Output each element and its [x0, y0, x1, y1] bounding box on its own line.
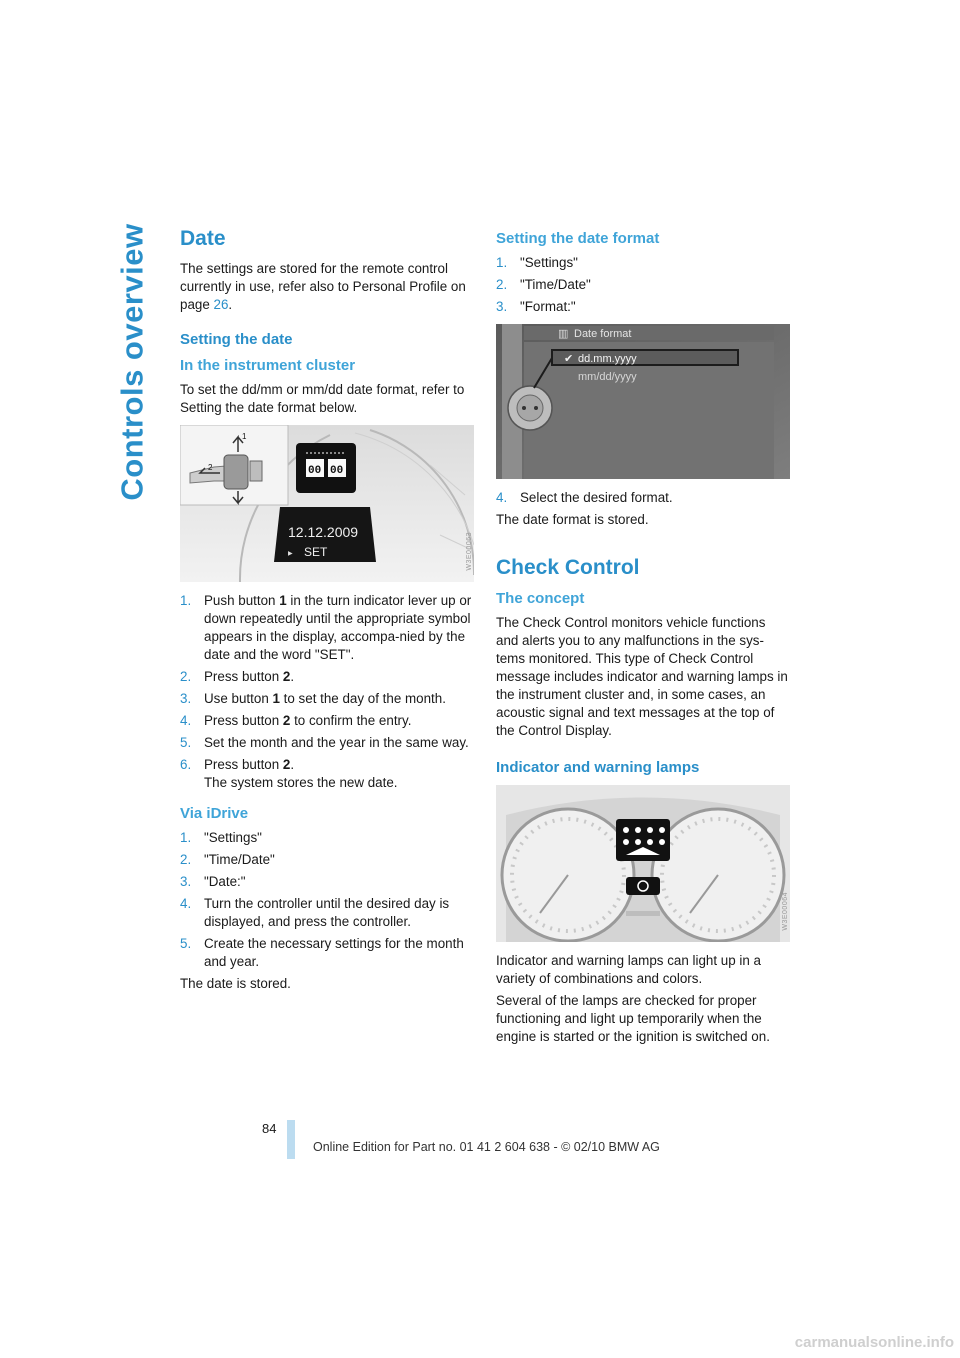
cluster-step-6: [180, 756, 475, 792]
check-control-heading: Check Control: [496, 556, 640, 579]
step-number: 3.: [180, 691, 192, 707]
format-steps: [496, 254, 791, 316]
step-text: "Time/Date": [520, 277, 591, 292]
digit-box-2: 00: [330, 465, 344, 478]
step-text-part: Press button: [204, 669, 283, 685]
page-number: 84: [262, 1121, 277, 1136]
step-button-ref: 2: [282, 713, 291, 729]
button-1-label: 1: [242, 432, 247, 442]
right-column: [496, 226, 791, 1050]
instrument-cluster-heading: In the instrument cluster: [180, 357, 356, 375]
step-text: [204, 712, 475, 730]
format-stored-note: The date format is stored.: [496, 512, 649, 527]
step-text-part: to set the day of the month.: [279, 691, 446, 707]
step-number: 4.: [180, 896, 192, 912]
format-step-3: [496, 298, 791, 316]
idrive-heading: Via iDrive: [180, 805, 249, 823]
step-number: 1.: [496, 255, 508, 270]
indicator-lamps-heading: Indicator and warning lamps: [496, 759, 700, 777]
step-text: Set the month and the year in the same way.: [204, 735, 469, 751]
idrive-step-1: [180, 829, 475, 847]
button-2-label: 2: [208, 463, 213, 473]
step-number: 1.: [180, 593, 192, 609]
concept-para: The Check Control monitors vehicle functions and alerts you to any malfunctions in the sys-tems monitored. This type of Check Control message includes indicator and warning lamps in the instrument cluster and, in some cases, an acoustic signal and text messages at the top of the Control Display.: [496, 615, 788, 739]
format-step-4: [496, 489, 791, 507]
step-text: "Settings": [204, 830, 262, 846]
figure1-code: W3E00063: [466, 531, 473, 571]
left-column: [180, 226, 475, 997]
setting-date-heading: Setting the date: [180, 331, 293, 349]
idrive-steps: [180, 829, 475, 971]
step-number: 3.: [496, 299, 508, 314]
step-number: 4.: [180, 713, 192, 729]
checkmark-icon: ✔: [564, 353, 574, 365]
display-date-value: 12.12.2009: [288, 524, 359, 541]
step-text: "Settings": [520, 255, 578, 270]
date-format-heading: Setting the date format: [496, 230, 660, 247]
step-text: Create the necessary settings for the month and year.: [204, 936, 464, 970]
step-text-part: Press button: [204, 757, 283, 773]
step-text: [204, 668, 475, 686]
idrive-step-3: [180, 873, 475, 891]
step-number: 5.: [180, 735, 192, 751]
footer-accent-bar: [287, 1120, 295, 1159]
idrive-step-2: [180, 851, 475, 869]
figure3-code: W3E00064: [782, 891, 789, 931]
watermark: carmanualsonline.info: [794, 1334, 954, 1351]
step-text-part: Use button: [204, 691, 273, 707]
step-text: [204, 690, 475, 708]
step-number: 2.: [180, 669, 192, 685]
display-play-icon: ▶: [288, 551, 293, 558]
lamps-para-1: Indicator and warning lamps can light up in a variety of combinations and colors.: [496, 953, 761, 987]
date-format-screen-illustration: [496, 324, 790, 479]
step-text-part: .: [290, 757, 295, 773]
step-number: 3.: [180, 874, 192, 890]
option-ddmmyyyy: dd.mm.yyyy: [578, 353, 637, 365]
step-text-part: Press button: [204, 713, 283, 729]
date-intro-text: The settings are stored for the remote control currently in use, refer also to Personal Profile on page: [180, 261, 466, 313]
step-text-part: Push button: [204, 593, 280, 609]
date-format-figure: [496, 324, 790, 479]
step-text-part: to confirm the entry.: [290, 713, 412, 729]
format-step4-list: [496, 489, 791, 507]
step-text: [204, 756, 475, 792]
option-mmddyyyy: mm/dd/yyyy: [578, 371, 637, 383]
section-side-title-text: Controls overview: [115, 223, 150, 501]
step-button-ref: 1: [272, 691, 280, 707]
instrument-cluster-figure: [180, 425, 474, 582]
step-number: 6.: [180, 757, 192, 773]
footer-edition: Online Edition for Part no. 01 41 2 604 638 - © 02/10 BMW AG: [313, 1140, 660, 1154]
step-number: 4.: [496, 490, 508, 505]
display-set-label: SET: [304, 545, 328, 560]
date-heading: Date: [180, 227, 226, 250]
cluster-step-1: [180, 592, 475, 664]
cluster-steps: [180, 592, 475, 792]
step-text-part: .: [290, 669, 295, 685]
idrive-step-4: [180, 895, 475, 931]
cluster-step-4: [180, 712, 475, 730]
step-number: 2.: [496, 277, 508, 292]
screen-menu-icon: ▥: [558, 328, 569, 340]
step-number: 2.: [180, 852, 192, 868]
step-text: [204, 592, 475, 664]
step-button-ref: 1: [279, 593, 287, 609]
instrument-cluster-para: To set the dd/mm or mm/dd date format, refer to Setting the date format below.: [180, 382, 465, 416]
step-number: 1.: [180, 830, 192, 846]
instrument-cluster-illustration: [180, 425, 474, 582]
screen-title: Date format: [574, 328, 632, 340]
lamps-para-2: Several of the lamps are checked for proper functioning and light up temporarily when the engine is started or the ignition is switched on.: [496, 993, 770, 1045]
warning-lamp: [626, 877, 660, 895]
indicator-lamps-figure: [496, 785, 790, 942]
step-text: Select the desired format.: [520, 490, 673, 505]
concept-heading: The concept: [496, 590, 585, 608]
instrument-cluster-lamps-illustration: [496, 785, 790, 942]
idrive-step-5: [180, 935, 475, 971]
date-intro-end: .: [228, 297, 233, 313]
step-text: "Date:": [204, 874, 246, 890]
format-step-1: [496, 254, 791, 272]
date-stored-note: The date is stored.: [180, 976, 291, 992]
step-button-ref: 2: [282, 757, 291, 773]
step-text: "Time/Date": [204, 852, 275, 868]
step-button-ref: 2: [282, 669, 291, 685]
cluster-step-2: [180, 668, 475, 686]
cluster-step-5: [180, 734, 475, 752]
step-subtext: The system stores the new date.: [204, 775, 398, 791]
step-text-part: in the turn indicator lever up or down repeatedly until the appropriate symbol appears in the display, accompa-nied by the date and the word "SET".: [204, 593, 472, 663]
cluster-step-3: [180, 690, 475, 708]
step-number: 5.: [180, 936, 192, 952]
date-intro: [180, 260, 475, 314]
page-link-26[interactable]: 26: [213, 297, 229, 313]
section-side-title: [113, 223, 153, 501]
step-text: "Format:": [520, 299, 576, 314]
step-text: Turn the controller until the desired day is displayed, and press the controller.: [204, 896, 450, 930]
digit-box-1: 00: [308, 465, 322, 478]
format-step-2: [496, 276, 791, 294]
